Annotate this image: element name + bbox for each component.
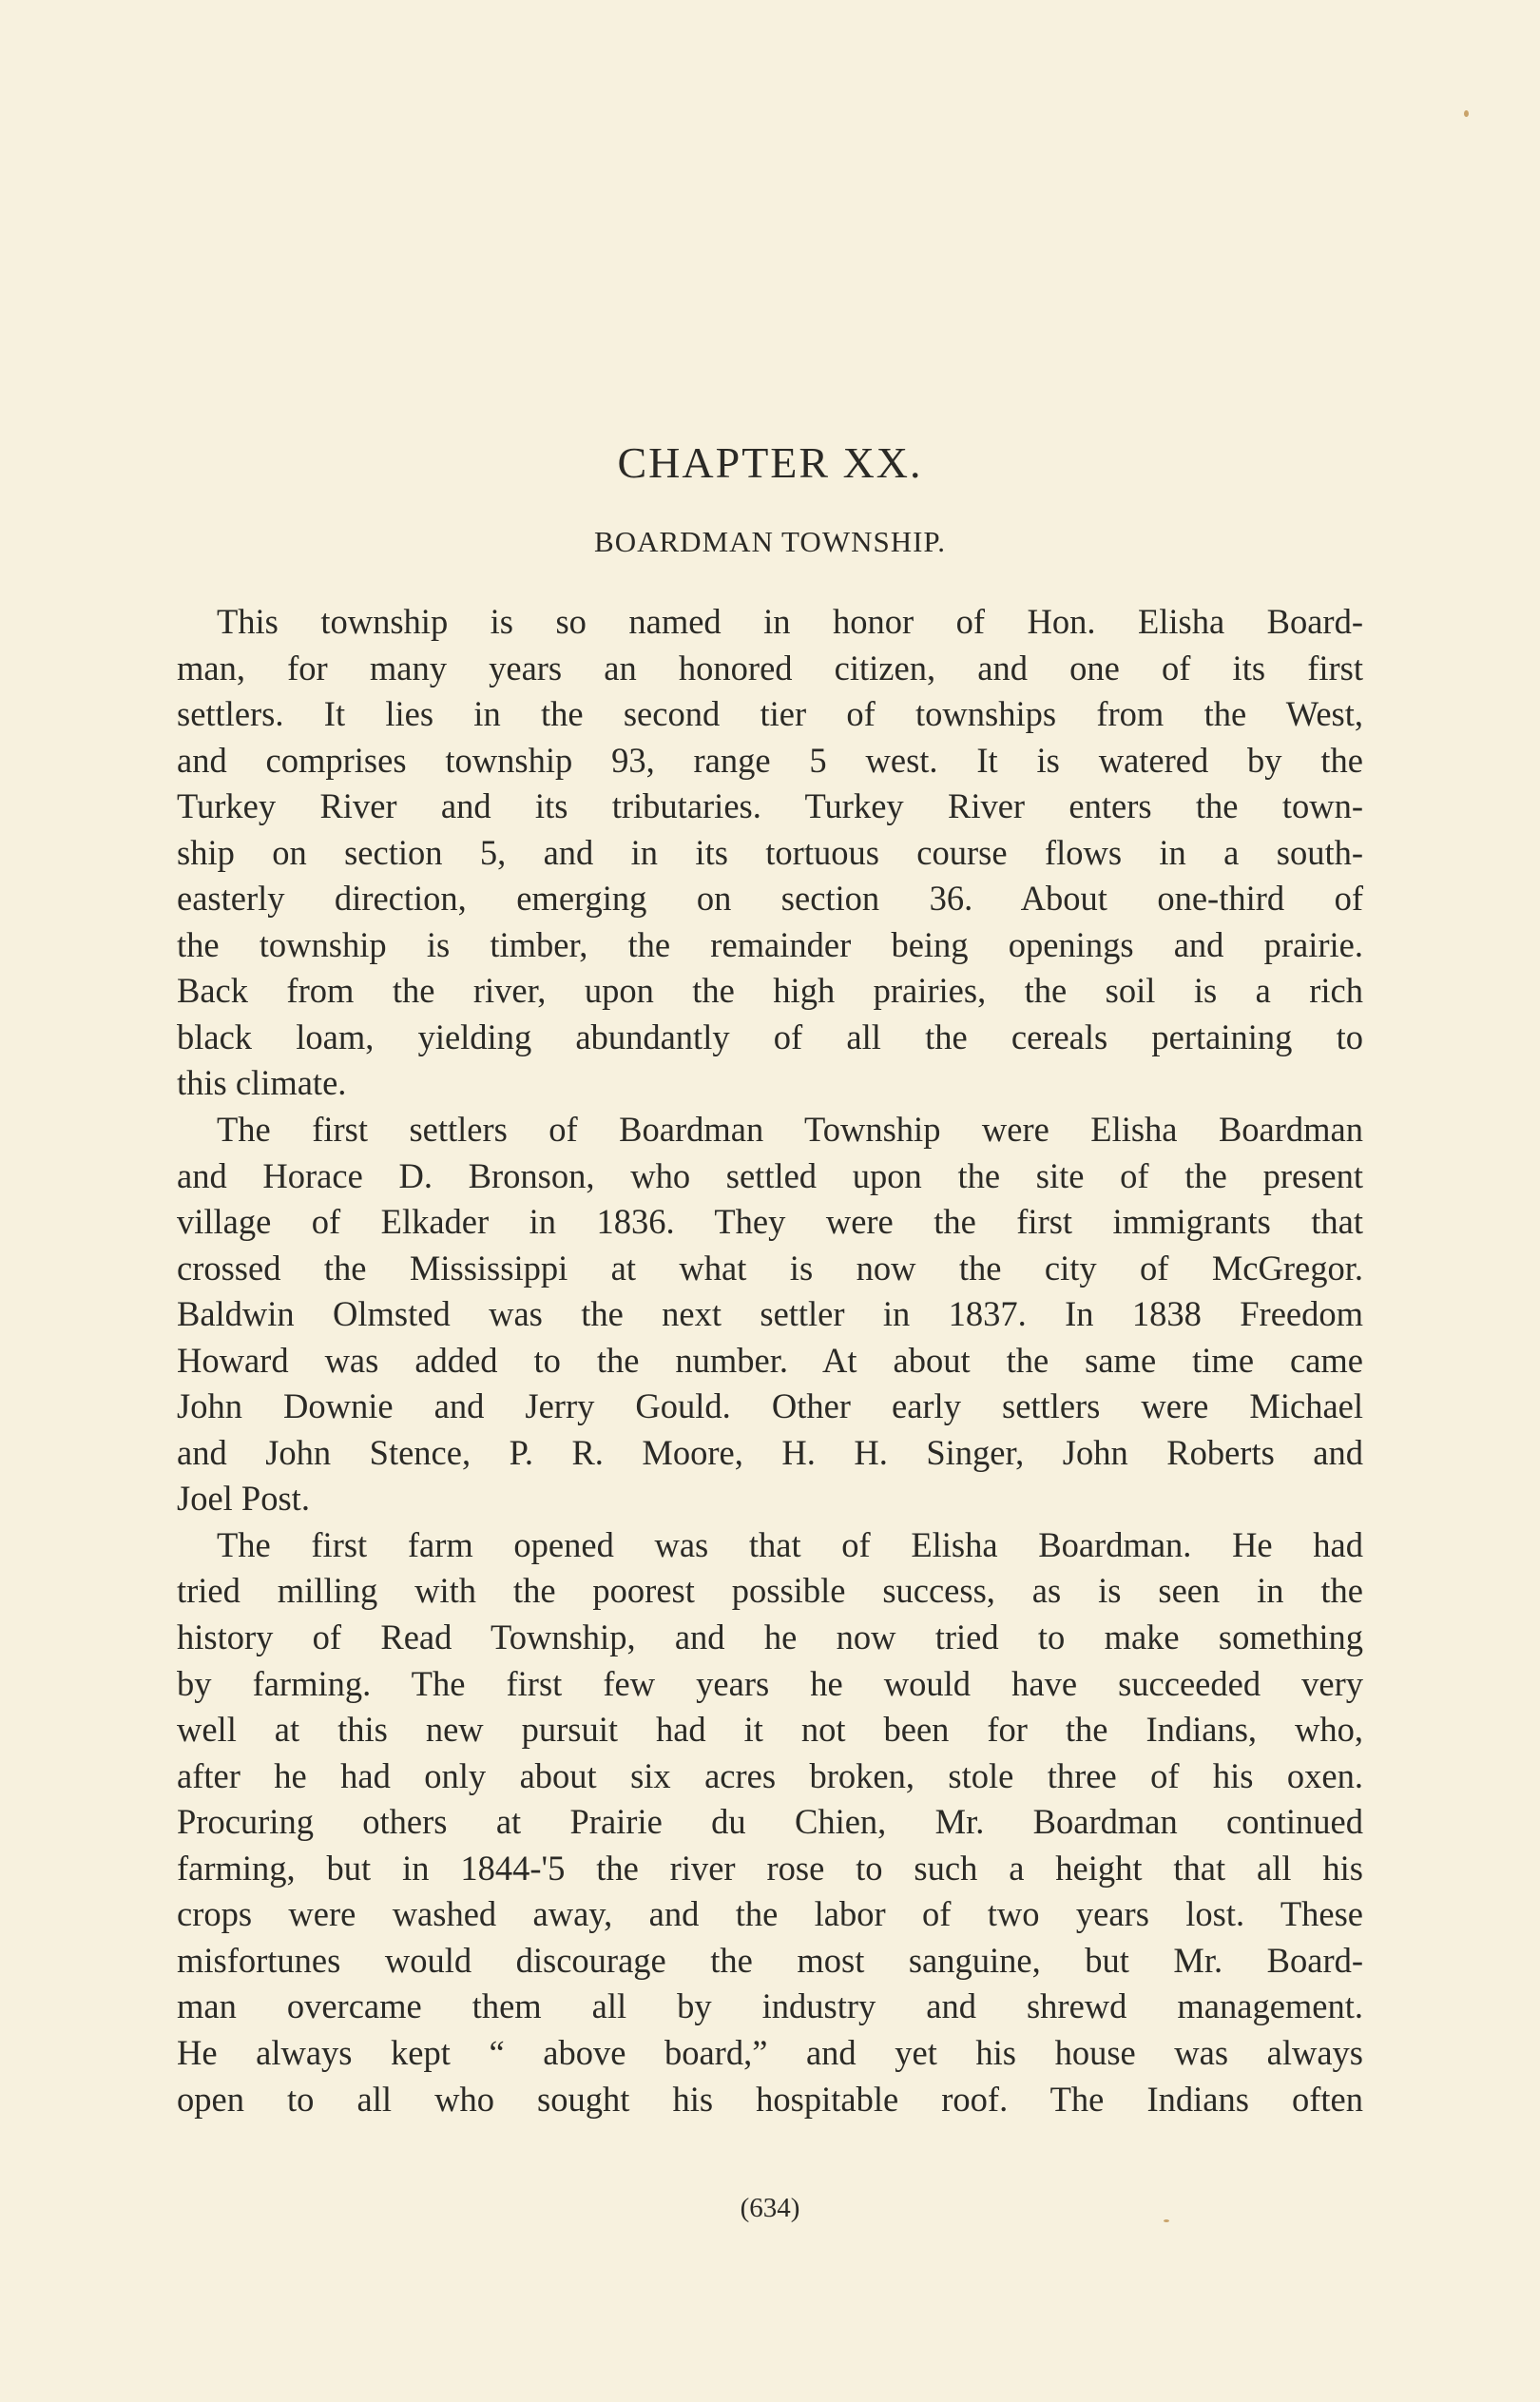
text-line: and Horace D. Bronson, who settled upon the site of the present	[177, 1155, 1363, 1195]
text-line: Procuring others at Prairie du Chien, Mr. Boardman continued	[177, 1802, 1363, 1842]
text-line: this climate.	[177, 1063, 347, 1103]
text-line: Turkey River and its tributaries. Turkey River enters the town-	[177, 786, 1363, 826]
text-line: The first farm opened was that of Elisha Boardman. He had	[217, 1524, 1363, 1564]
body-text	[177, 599, 1363, 2122]
text-line: well at this new pursuit had it not been for the Indians, who,	[177, 1710, 1363, 1750]
text-line: open to all who sought his hospitable roof. The Indians often	[177, 2079, 1363, 2119]
section-title: BOARDMAN TOWNSHIP.	[594, 525, 946, 558]
text-line: tried milling with the poorest possible success, as is seen in the	[177, 1571, 1363, 1611]
text-line: Howard was added to the number. At about the same time came	[177, 1340, 1363, 1380]
text-line: He always kept “ above board,” and yet his house was always	[177, 2032, 1363, 2072]
text-line: and John Stence, P. R. Moore, H. H. Singer, John Roberts and	[177, 1432, 1363, 1472]
text-line: crops were washed away, and the labor of two years lost. These	[177, 1894, 1363, 1934]
page-number: (634)	[740, 2193, 800, 2223]
text-line: the township is timber, the remainder being openings and prairie.	[177, 924, 1363, 964]
text-line: John Downie and Jerry Gould. Other early settlers were Michael	[177, 1386, 1363, 1426]
chapter-title: CHAPTER XX.	[617, 438, 923, 487]
text-line: ship on section 5, and in its tortuous course flows in a south-	[177, 832, 1363, 872]
text-line: easterly direction, emerging on section 36. About one-third of	[177, 879, 1363, 919]
text-line: Joel Post.	[177, 1479, 310, 1519]
text-line: misfortunes would discourage the most sanguine, but Mr. Board-	[177, 1940, 1363, 1980]
text-line: Baldwin Olmsted was the next settler in 1837. In 1838 Freedom	[177, 1294, 1363, 1334]
paper-speck	[1464, 110, 1469, 117]
text-line: history of Read Township, and he now tried to make something	[177, 1617, 1363, 1657]
text-line: village of Elkader in 1836. They were the first immigrants that	[177, 1202, 1363, 1242]
text-line: farming, but in 1844-'5 the river rose to such a height that all his	[177, 1848, 1363, 1888]
text-line: after he had only about six acres broken, stole three of his oxen.	[177, 1755, 1363, 1795]
paper-speck	[1164, 2219, 1169, 2222]
text-line: black loam, yielding abundantly of all the cereals pertaining to	[177, 1017, 1363, 1056]
text-line: Back from the river, upon the high prairies, the soil is a rich	[177, 971, 1363, 1011]
text-line: settlers. It lies in the second tier of townships from the West,	[177, 694, 1363, 734]
text-line: The first settlers of Boardman Township were Elisha Boardman	[217, 1110, 1363, 1150]
text-line: by farming. The first few years he would have succeeded very	[177, 1663, 1363, 1703]
text-line: and comprises township 93, range 5 west. It is watered by the	[177, 740, 1363, 780]
text-line: crossed the Mississippi at what is now the city of McGregor.	[177, 1248, 1363, 1288]
text-line: man, for many years an honored citizen, and one of its first	[177, 648, 1363, 688]
text-line: man overcame them all by industry and shrewd management.	[177, 1986, 1363, 2026]
text-line: This township is so named in honor of Hon. Elisha Board-	[217, 602, 1363, 641]
